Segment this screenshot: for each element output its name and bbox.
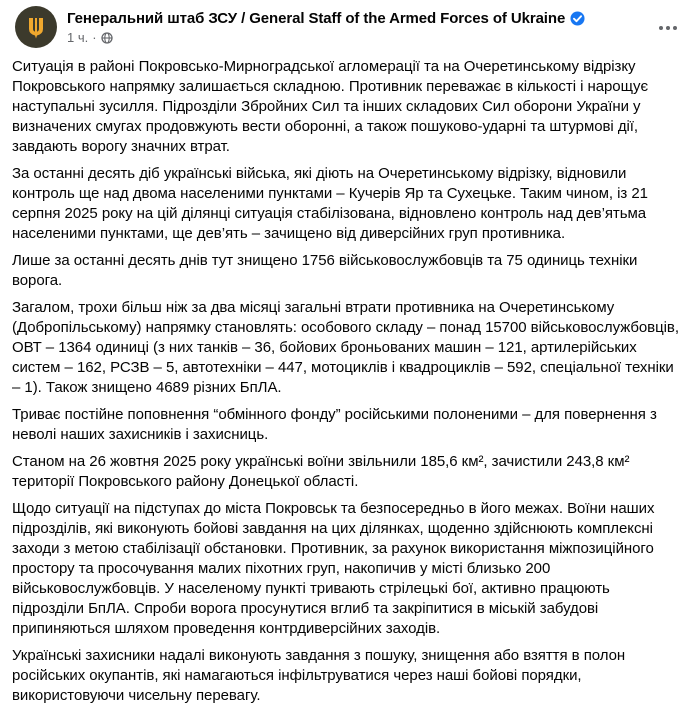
post-paragraph: Щодо ситуації на підступах до міста Покровськ та безпосередньо в його межах. Воїни наших підрозділів, які виконують бойові завдання на цих ділянках, щоденно здійснюють комплексні заходи з метою стабілізації обстановки. Противник, за рахунок використання міжпозиційного простору та просочування малих піхотних груп, накопичив у місті близько 200 військовослужбовців. У населеному пункті тривають стрілецькі бої, активно працюють підрозділи БпЛА. Спроби ворога просунутися вглиб та закріпитися в міській забудові припиняються шляхом проведення контрдиверсійних заходів.: [12, 500, 659, 637]
globe-privacy-icon: [101, 32, 113, 44]
post-meta: [67, 30, 585, 46]
post-header: [0, 0, 696, 52]
post-paragraph: Українські захисники надалі виконують завдання з пошуку, знищення або взяття в полон російських окупантів, які намагаються інфільтруватися через наші бойові порядки, використовуючи чисельну перевагу.: [12, 647, 630, 704]
author-name-link[interactable]: Генеральний штаб ЗСУ / General Staff of the Armed Forces of Ukraine: [67, 10, 566, 27]
ukraine-trident-icon: [24, 15, 48, 39]
meta-separator: ·: [92, 30, 97, 45]
post-paragraph: Триває постійне поповнення “обмінного фонду” російськими полоненими – для повернення з неволі наших захисників і захисниць.: [12, 406, 661, 443]
avatar[interactable]: [15, 6, 57, 48]
post-paragraph: Станом на 26 жовтня 2025 року українські воїни звільнили 185,6 км², зачистили 243,8 км² території Покровського району Донецької області.: [12, 453, 634, 490]
post-paragraph: За останні десять діб українські війська, які діють на Очеретинському відрізку, відновили контроль ще над двома населеними пунктами – Кучерів Яр та Сухецьке. Таким чином, із 21 серпня 2025 року на цій ділянці ситуація стабілізована, відновлено контроль над дев’ятьма населеними пунктами, ще дев’ять – зачищено від диверсійних груп противника.: [12, 165, 653, 242]
post-paragraph: Лише за останні десять днів тут знищено 1756 військовослужбовців та 75 одиниць техніки ворога.: [12, 252, 642, 289]
verified-badge-icon: [570, 11, 585, 26]
post-paragraph: Ситуація в районі Покровсько-Мирноградської агломерації та на Очеретинському відрізку Покровського напрямку залишається складною. Противник переважає в кількості і нарощує наступальні зусилля. Підрозділи Збройних Сил та інших складових Сил оборони України у визначених смугах продовжують вести оборонні, а також пошуково-ударні та штурмові дії, завдають ворогу значних втрат.: [12, 58, 653, 155]
author-row: [67, 9, 585, 28]
post-paragraph: Загалом, трохи більш ніж за два місяці загальні втрати противника на Очеретинському (Добропільському) напрямку становлять: особового складу – понад 15700 військовослужбовців, ОВТ – 1364 одиниці (з них танків – 36, бойових броньованих машин – 121, артилерійських систем – 162, РСЗВ – 5, автотехніки – 447, мотоциклів і квадроциклів – 592, спеціальної техніки – 1). Також знищено 4689 різних БпЛА.: [12, 299, 684, 396]
post-text: [0, 52, 696, 706]
three-dots-icon: [658, 19, 678, 34]
author-block: [67, 6, 585, 46]
more-options-button[interactable]: [652, 14, 684, 38]
post-timestamp[interactable]: 1 ч.: [67, 30, 89, 45]
